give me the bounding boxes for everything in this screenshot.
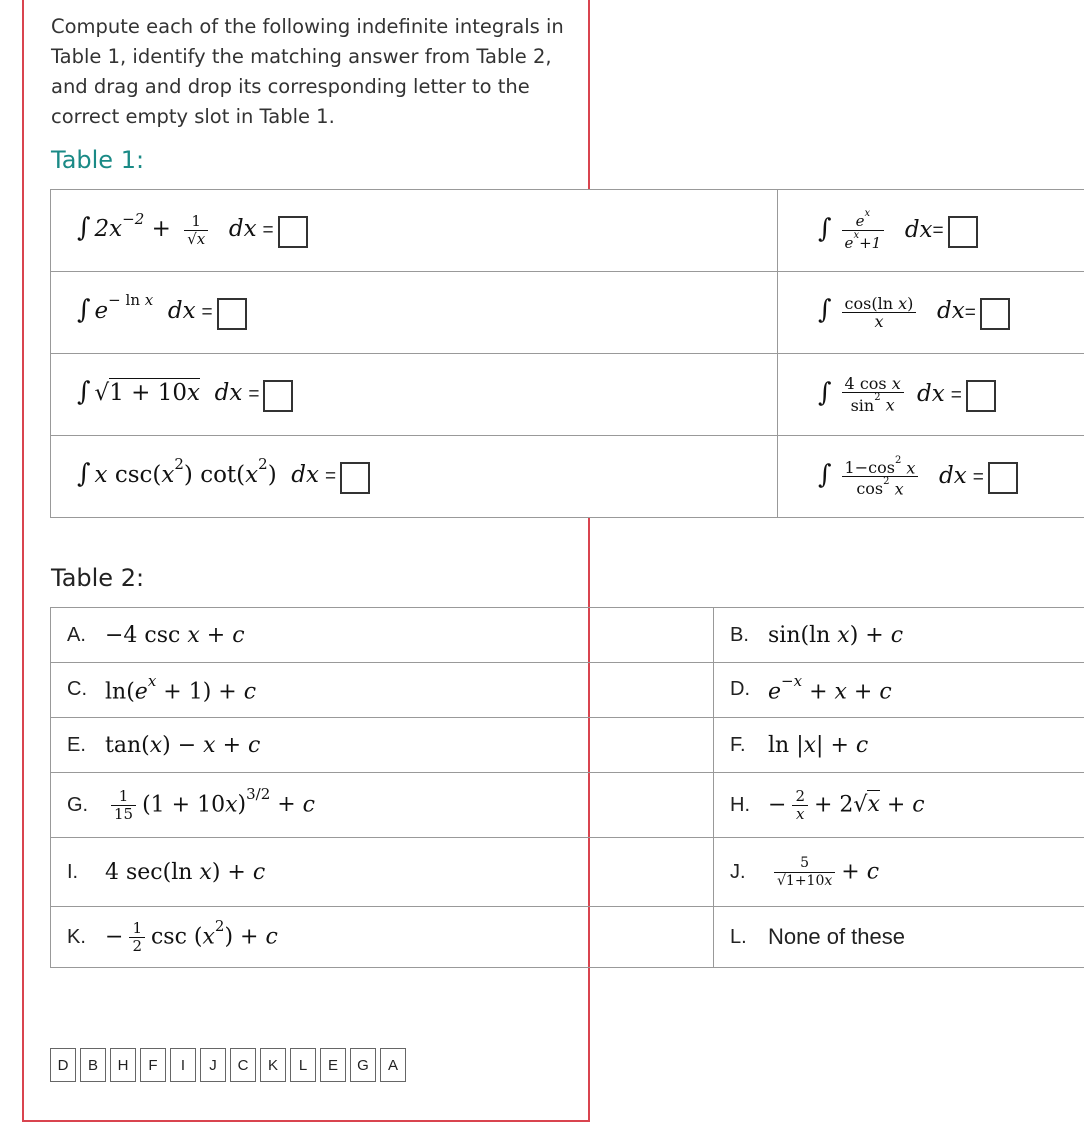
integral: ∫ $\frac{\text{4 cos x}}{\sin^2 x}$ dx: [818, 374, 945, 415]
draggable-tile[interactable]: J: [200, 1048, 226, 1082]
equals-sign: =: [932, 220, 944, 242]
answer-letter: L.: [730, 925, 747, 948]
integral-cell: [51, 354, 778, 436]
instructions: Compute each of the following indefinite integrals in Table 1, identify the matching answer from Table 2, and drag and drop its corresponding letter to the correct empty slot in Table 1.: [51, 15, 564, 128]
integral: ∫ $e^{- ln x}$ dx: [77, 291, 196, 326]
draggable-tile[interactable]: L: [290, 1048, 316, 1082]
integral-cell: [778, 436, 1084, 518]
answer-expression: 4 sec(ln x) + c: [105, 859, 266, 885]
integral: ∫ $\frac{1-\cos^2 x}{\cos^2 x}$ dx: [818, 454, 967, 499]
integral-cell: [51, 190, 778, 272]
answer-expression: $\frac{1}{15}$ $(1 + 10x)^{3/2} + c$: [105, 788, 315, 823]
answer-letter: D.: [730, 678, 750, 701]
table1: [50, 189, 1084, 518]
answer-slot-3[interactable]: [217, 298, 247, 330]
table-row: [51, 773, 1084, 838]
table-row: [51, 354, 1084, 436]
answer-letter: H.: [730, 793, 750, 816]
integral: ∫ $\frac{\text{cos(ln x)}}{x}$ dx: [818, 293, 965, 331]
answer-letter: J.: [730, 860, 746, 883]
answer-expression: $\frac{5}{√1+10x}$ + c: [768, 855, 879, 890]
equals-sign: =: [950, 384, 962, 406]
answer-slot-6[interactable]: [966, 380, 996, 412]
draggable-tile[interactable]: K: [260, 1048, 286, 1082]
equals-sign: =: [201, 302, 213, 324]
answer-expression: $\ln(e^x + 1) + c$: [105, 671, 257, 705]
table-row: [51, 718, 1084, 773]
table1-title: Table 1:: [51, 146, 145, 174]
answer-expression: − $\frac{2}{x}$ + 2√x + c: [768, 786, 925, 823]
table-row: [51, 436, 1084, 518]
draggable-tile[interactable]: F: [140, 1048, 166, 1082]
answer-slot-2[interactable]: [948, 216, 978, 248]
draggable-tile-bank: [50, 1048, 410, 1082]
answer-expression: −4 csc x + c: [105, 622, 245, 648]
integral: ∫ x $\csc(x^2)$ $\cot(x^2)$ dx: [77, 455, 319, 490]
table-row: [51, 907, 1084, 968]
answer-expression: tan(x) − x + c: [105, 732, 261, 758]
integral-cell: [51, 436, 778, 518]
integral-cell: [778, 354, 1084, 436]
answer-letter: I.: [67, 860, 79, 883]
equals-sign: =: [964, 302, 976, 324]
answer-slot-8[interactable]: [988, 462, 1018, 494]
integral: ∫ $\frac{e^x}{e^x+1}$ dx: [818, 208, 933, 252]
answer-expression: $e^{-x} + x + c$: [768, 671, 892, 705]
integral-cell: [778, 190, 1084, 272]
answer-slot-1[interactable]: [278, 216, 308, 248]
equals-sign: =: [325, 466, 337, 488]
answer-expression: None of these: [768, 924, 905, 949]
integral: ∫ $2x^{-2}$ + $\frac{1}{√x}$ dx: [77, 209, 257, 248]
draggable-tile[interactable]: B: [80, 1048, 106, 1082]
integral-cell: [51, 272, 778, 354]
answer-letter: B.: [730, 623, 749, 646]
draggable-tile[interactable]: C: [230, 1048, 256, 1082]
integral-cell: [778, 272, 1084, 354]
answer-slot-4[interactable]: [980, 298, 1010, 330]
draggable-tile[interactable]: E: [320, 1048, 346, 1082]
draggable-tile[interactable]: G: [350, 1048, 376, 1082]
integral: ∫ √1 + 10x dx: [77, 377, 243, 408]
answer-letter: E.: [67, 733, 86, 756]
answer-letter: A.: [67, 623, 86, 646]
draggable-tile[interactable]: H: [110, 1048, 136, 1082]
answer-slot-7[interactable]: [340, 462, 370, 494]
table-row: [51, 272, 1084, 354]
answer-expression: sin(ln x) + c: [768, 622, 904, 648]
answer-slot-5[interactable]: [263, 380, 293, 412]
equals-sign: =: [248, 384, 260, 406]
table-row: [51, 190, 1084, 272]
answer-expression: − $\frac{1}{2}$ $\csc (x^2) + c$: [105, 916, 278, 955]
answer-letter: C.: [67, 678, 87, 701]
draggable-tile[interactable]: A: [380, 1048, 406, 1082]
table-row: [51, 663, 1084, 718]
equals-sign: =: [262, 220, 274, 242]
table2: [50, 607, 1084, 968]
answer-expression: ln |x| + c: [768, 732, 869, 758]
answer-letter: K.: [67, 925, 86, 948]
draggable-tile[interactable]: I: [170, 1048, 196, 1082]
answer-letter: G.: [67, 793, 89, 816]
equals-sign: =: [972, 466, 984, 488]
table-row: [51, 608, 1084, 663]
table-row: [51, 838, 1084, 907]
frame-border: [588, 0, 590, 190]
draggable-tile[interactable]: D: [50, 1048, 76, 1082]
table2-title: Table 2:: [51, 564, 145, 592]
answer-letter: F.: [730, 733, 746, 756]
